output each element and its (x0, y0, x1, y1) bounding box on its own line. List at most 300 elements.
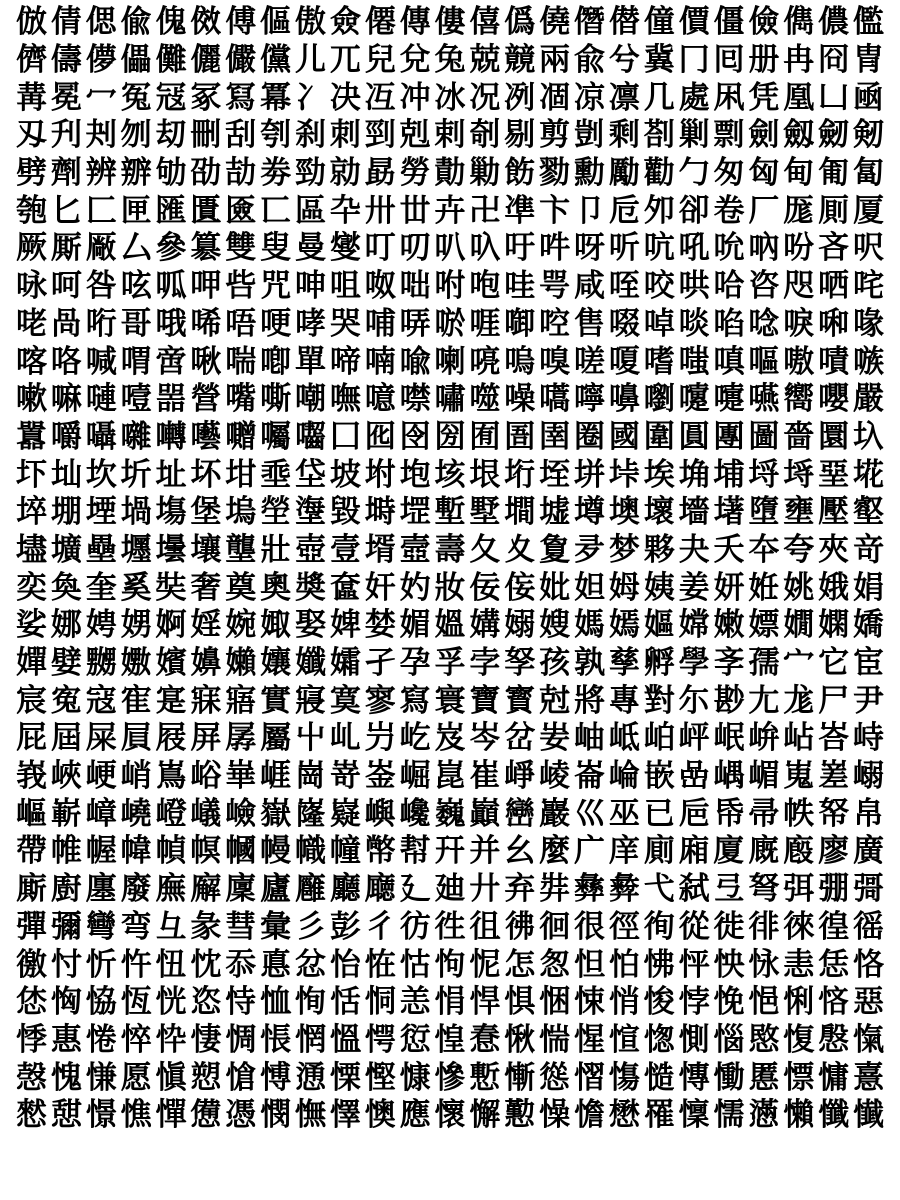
glyph: 愀 (504, 1021, 536, 1058)
glyph: 屐 (155, 720, 187, 757)
glyph: 儁 (783, 4, 815, 41)
glyph: 喘 (225, 343, 257, 380)
glyph: 嵶 (852, 758, 884, 795)
glyph: 卮 (608, 192, 640, 229)
glyph: 崗 (294, 758, 326, 795)
glyph: 嵌 (643, 758, 675, 795)
glyph: 岫 (573, 720, 605, 757)
glyph: 嵎 (713, 758, 745, 795)
glyph: 很 (573, 908, 605, 945)
glyph: 怫 (643, 946, 675, 983)
glyph: 崙 (573, 758, 605, 795)
glyph: 尸 (818, 682, 850, 719)
glyph: 彑 (155, 908, 187, 945)
glyph-row (14, 720, 886, 758)
glyph: 剄 (364, 117, 396, 154)
glyph: 實 (260, 682, 292, 719)
glyph: 壺 (294, 531, 326, 568)
glyph-row (14, 1059, 886, 1097)
glyph: 慝 (748, 1059, 780, 1096)
glyph: 儂 (818, 4, 850, 41)
glyph-row (14, 1097, 886, 1135)
glyph: 寇 (85, 682, 117, 719)
glyph: 廬 (260, 871, 292, 908)
glyph: 垰 (608, 456, 640, 493)
glyph: 匚 (85, 192, 117, 229)
glyph: 營 (190, 381, 222, 418)
glyph: 彝 (573, 871, 605, 908)
glyph: 巉 (399, 795, 431, 832)
glyph-row (14, 909, 886, 947)
glyph: 懴 (852, 1097, 884, 1134)
glyph: 恙 (399, 984, 431, 1021)
glyph: 傲 (294, 4, 326, 41)
glyph: 怏 (713, 946, 745, 983)
glyph: 峪 (190, 758, 222, 795)
glyph: 峩 (15, 758, 47, 795)
glyph: 崑 (434, 758, 466, 795)
glyph: 雙 (225, 230, 257, 267)
glyph: 凵 (818, 79, 850, 116)
glyph: 囈 (190, 418, 222, 455)
glyph: 唳 (783, 305, 815, 342)
glyph: 徼 (15, 946, 47, 983)
glyph: 嚮 (783, 381, 815, 418)
glyph: 墺 (608, 494, 640, 531)
glyph: 慚 (504, 1059, 536, 1096)
glyph: 塹 (434, 494, 466, 531)
glyph: 奚 (120, 569, 152, 606)
glyph: 匯 (155, 192, 187, 229)
glyph: 慫 (539, 1059, 571, 1096)
glyph: 剞 (469, 117, 501, 154)
glyph: 啝 (818, 305, 850, 342)
glyph: 圦 (852, 418, 884, 455)
glyph: 厥 (15, 230, 47, 267)
glyph: 哂 (818, 268, 850, 305)
glyph: 喙 (852, 305, 884, 342)
glyph: 喩 (399, 343, 431, 380)
glyph: 嚏 (713, 381, 745, 418)
glyph: 從 (678, 908, 710, 945)
glyph: 勣 (434, 155, 466, 192)
glyph: 刔 (85, 117, 117, 154)
glyph: 慳 (364, 1059, 396, 1096)
glyph: 弑 (678, 871, 710, 908)
glyph: 徇 (643, 908, 675, 945)
glyph: 堋 (50, 494, 82, 531)
glyph: 惶 (434, 1021, 466, 1058)
glyph: 忰 (155, 1021, 187, 1058)
glyph: 恫 (364, 984, 396, 1021)
glyph: 嗔 (713, 343, 745, 380)
glyph: 寃 (50, 682, 82, 719)
glyph: 愼 (155, 1059, 187, 1096)
glyph: 叺 (469, 230, 501, 267)
glyph: 哽 (260, 305, 292, 342)
glyph: 恍 (155, 984, 187, 1021)
glyph: 姨 (643, 569, 675, 606)
glyph: 巖 (539, 795, 571, 832)
glyph: 呵 (50, 268, 82, 305)
glyph: 僞 (504, 4, 536, 41)
glyph: 哥 (120, 305, 152, 342)
glyph: 憙 (852, 1059, 884, 1096)
glyph: 婢 (329, 607, 361, 644)
glyph: 呷 (190, 268, 222, 305)
glyph: 咢 (539, 268, 571, 305)
glyph: 悸 (15, 1021, 47, 1058)
glyph: 寳 (504, 682, 536, 719)
glyph: 儕 (15, 42, 47, 79)
glyph: 妍 (713, 569, 745, 606)
glyph: 嶂 (85, 795, 117, 832)
glyph: 廰 (364, 871, 396, 908)
glyph-row (14, 795, 886, 833)
glyph: 廈 (713, 833, 745, 870)
glyph: 憖 (15, 1097, 47, 1134)
glyph: 嬶 (190, 645, 222, 682)
glyph: 寤 (225, 682, 257, 719)
glyph: 坿 (364, 456, 396, 493)
glyph: 嚥 (748, 381, 780, 418)
glyph: 啾 (190, 343, 222, 380)
glyph: 嵬 (783, 758, 815, 795)
glyph: 囿 (469, 418, 501, 455)
glyph: 廝 (15, 871, 47, 908)
glyph: 囁 (85, 418, 117, 455)
glyph-row (14, 984, 886, 1022)
glyph: 慯 (608, 1059, 640, 1096)
glyph: 儔 (50, 42, 82, 79)
glyph: 啻 (155, 343, 187, 380)
glyph: 媽 (573, 607, 605, 644)
glyph: 冦 (155, 79, 187, 116)
glyph: 喨 (469, 343, 501, 380)
glyph: 恪 (852, 946, 884, 983)
glyph: 寉 (120, 682, 152, 719)
glyph: 圸 (50, 456, 82, 493)
glyph: 夸 (783, 531, 815, 568)
glyph: 唸 (748, 305, 780, 342)
glyph: 嫻 (818, 607, 850, 644)
glyph: 壓 (818, 494, 850, 531)
glyph: 恷 (15, 984, 47, 1021)
glyph: 悚 (573, 984, 605, 1021)
glyph: 崔 (469, 758, 501, 795)
glyph: 娜 (50, 607, 82, 644)
glyph: 慱 (678, 1059, 710, 1096)
glyph: 垪 (573, 456, 605, 493)
glyph: 墟 (539, 494, 571, 531)
glyph: 圉 (539, 418, 571, 455)
glyph: 塢 (225, 494, 257, 531)
glyph: 嘔 (748, 343, 780, 380)
glyph: 彭 (329, 908, 361, 945)
glyph: 孃 (260, 645, 292, 682)
glyph: 恂 (294, 984, 326, 1021)
glyph: 夲 (748, 531, 780, 568)
glyph: 愕 (364, 1021, 396, 1058)
glyph: 咆 (469, 268, 501, 305)
glyph: 傀 (155, 4, 187, 41)
glyph: 孺 (748, 645, 780, 682)
glyph: 呶 (364, 268, 396, 305)
glyph-row (14, 192, 886, 230)
glyph: 哮 (294, 305, 326, 342)
glyph: 傳 (399, 4, 431, 41)
glyph: 寐 (190, 682, 222, 719)
glyph: 廳 (329, 871, 361, 908)
glyph: 寥 (364, 682, 396, 719)
glyph: 彳 (364, 908, 396, 945)
glyph: 僥 (539, 4, 571, 41)
glyph: 忖 (50, 946, 82, 983)
glyph: 奠 (225, 569, 257, 606)
glyph: 卍 (469, 192, 501, 229)
glyph: 埣 (15, 494, 47, 531)
glyph: 劒 (818, 117, 850, 154)
glyph: 慷 (399, 1059, 431, 1096)
glyph: 剔 (504, 117, 536, 154)
glyph: 慟 (713, 1059, 745, 1096)
glyph: 嗟 (573, 343, 605, 380)
glyph: 冩 (225, 79, 257, 116)
glyph: 嶼 (364, 795, 396, 832)
glyph: 咥 (608, 268, 640, 305)
glyph: 儺 (155, 42, 187, 79)
glyph: 偲 (85, 4, 117, 41)
glyph: 屬 (260, 720, 292, 757)
glyph: 堝 (120, 494, 152, 531)
glyph: 峇 (818, 720, 850, 757)
glyph: 塰 (294, 494, 326, 531)
glyph: 匐 (852, 155, 884, 192)
glyph: 恣 (190, 984, 222, 1021)
glyph: 塲 (155, 494, 187, 531)
glyph: 娉 (85, 607, 117, 644)
glyph: 劍 (748, 117, 780, 154)
glyph: 妁 (399, 569, 431, 606)
glyph-row (14, 343, 886, 381)
glyph: 墮 (748, 494, 780, 531)
glyph: 哘 (85, 305, 117, 342)
glyph: 噤 (399, 381, 431, 418)
glyph: 剩 (608, 117, 640, 154)
glyph: 勠 (539, 155, 571, 192)
glyph: 凉 (573, 79, 605, 116)
glyph: 嚴 (852, 381, 884, 418)
glyph: 冖 (85, 79, 117, 116)
glyph: 婀 (155, 607, 187, 644)
glyph: 彿 (504, 908, 536, 945)
glyph: 慍 (329, 1021, 361, 1058)
glyph: 夬 (678, 531, 710, 568)
glyph: 愎 (783, 1021, 815, 1058)
glyph: 孵 (643, 645, 675, 682)
glyph: 專 (608, 682, 640, 719)
glyph: 唹 (434, 305, 466, 342)
glyph: 燮 (329, 230, 361, 267)
glyph: 冏 (818, 42, 850, 79)
glyph: 梦 (608, 531, 640, 568)
glyph: 孅 (294, 645, 326, 682)
glyph: 堙 (85, 494, 117, 531)
glyph: 僉 (329, 4, 361, 41)
glyph: 帶 (15, 833, 47, 870)
glyph: 嶬 (190, 795, 222, 832)
glyph: 徠 (783, 908, 815, 945)
glyph: 冽 (504, 79, 536, 116)
glyph: 憚 (155, 1097, 187, 1134)
glyph: 刹 (294, 117, 326, 154)
glyph: 徊 (539, 908, 571, 945)
glyph: 哈 (713, 268, 745, 305)
glyph: 辨 (85, 155, 117, 192)
glyph: 嫣 (608, 607, 640, 644)
glyph: 叭 (434, 230, 466, 267)
glyph: 懷 (434, 1097, 466, 1134)
glyph: 刄 (15, 117, 47, 154)
glyph: 恠 (364, 946, 396, 983)
glyph: 怡 (329, 946, 361, 983)
glyph: 囓 (294, 418, 326, 455)
glyph: 嶐 (294, 795, 326, 832)
glyph: 圄 (504, 418, 536, 455)
glyph: 匈 (748, 155, 780, 192)
glyph: 呰 (225, 268, 257, 305)
glyph: 嬖 (50, 645, 82, 682)
glyph: 區 (294, 192, 326, 229)
glyph: 啜 (608, 305, 640, 342)
glyph: 墅 (469, 494, 501, 531)
glyph: 媼 (434, 607, 466, 644)
glyph: 囂 (15, 418, 47, 455)
glyph: 巓 (469, 795, 501, 832)
glyph: 岶 (643, 720, 675, 757)
glyph: 愾 (852, 1021, 884, 1058)
glyph: 幄 (85, 833, 117, 870)
glyph: 徘 (748, 908, 780, 945)
glyph: 呻 (294, 268, 326, 305)
glyph: 壗 (15, 531, 47, 568)
glyph: 愃 (608, 1021, 640, 1058)
glyph: 它 (818, 645, 850, 682)
glyph: 凰 (783, 79, 815, 116)
glyph-specimen-sheet (14, 4, 886, 1135)
glyph: 囎 (225, 418, 257, 455)
glyph: 嗷 (783, 343, 815, 380)
glyph: 怙 (399, 946, 431, 983)
glyph: 儷 (190, 42, 222, 79)
glyph: 徂 (469, 908, 501, 945)
glyph: 孛 (469, 645, 501, 682)
glyph: 岾 (783, 720, 815, 757)
glyph: 嶇 (15, 795, 47, 832)
glyph: 决 (329, 79, 361, 116)
glyph: 嗚 (504, 343, 536, 380)
glyph: 吭 (643, 230, 675, 267)
glyph: 屆 (50, 720, 82, 757)
glyph: 惆 (225, 1021, 257, 1058)
glyph: 壘 (85, 531, 117, 568)
glyph: 麼 (539, 833, 571, 870)
glyph: 屓 (120, 720, 152, 757)
glyph: 惴 (539, 1021, 571, 1058)
glyph: 岔 (504, 720, 536, 757)
glyph-row (14, 758, 886, 796)
glyph: 吁 (504, 230, 536, 267)
glyph: 寫 (399, 682, 431, 719)
glyph: 慊 (85, 1059, 117, 1096)
glyph: 悒 (748, 984, 780, 1021)
glyph: 孳 (608, 645, 640, 682)
glyph: 弋 (643, 871, 675, 908)
glyph: 啖 (678, 305, 710, 342)
glyph: 噪 (504, 381, 536, 418)
glyph: 嗄 (608, 343, 640, 380)
glyph: 幀 (155, 833, 187, 870)
glyph: 夥 (643, 531, 675, 568)
glyph: 忻 (85, 946, 117, 983)
glyph: 吮 (713, 230, 745, 267)
glyph: 娶 (294, 607, 326, 644)
glyph: 廂 (678, 833, 710, 870)
glyph: 慙 (469, 1059, 501, 1096)
glyph: 寞 (329, 682, 361, 719)
glyph: 憺 (573, 1097, 605, 1134)
glyph: 叟 (260, 230, 292, 267)
glyph: 壼 (399, 531, 431, 568)
glyph: 勵 (608, 155, 640, 192)
glyph: 嬲 (85, 645, 117, 682)
glyph: 咼 (50, 305, 82, 342)
glyph: 奢 (190, 569, 222, 606)
glyph: 娑 (15, 607, 47, 644)
glyph: 恊 (85, 984, 117, 1021)
glyph: 岼 (678, 720, 710, 757)
glyph: 崟 (364, 758, 396, 795)
glyph: 孕 (399, 645, 431, 682)
glyph: 垤 (539, 456, 571, 493)
glyph-row (14, 833, 886, 871)
glyph: 彷 (399, 908, 431, 945)
glyph: 怐 (434, 946, 466, 983)
glyph: 咒 (260, 268, 292, 305)
glyph: 嘸 (329, 381, 361, 418)
glyph: 妲 (573, 569, 605, 606)
glyph: 堊 (818, 456, 850, 493)
glyph: 儻 (260, 42, 292, 79)
glyph: 嬾 (225, 645, 257, 682)
glyph: 奘 (155, 569, 187, 606)
glyph: 兢 (469, 42, 501, 79)
glyph: 嚼 (50, 418, 82, 455)
glyph: 憔 (120, 1097, 152, 1134)
glyph: 哦 (155, 305, 187, 342)
glyph: 幢 (329, 833, 361, 870)
glyph: 嚊 (608, 381, 640, 418)
glyph: 孱 (225, 720, 257, 757)
glyph: 恚 (783, 946, 815, 983)
glyph: 卅 (364, 192, 396, 229)
glyph: 姙 (748, 569, 780, 606)
glyph: 坩 (225, 456, 257, 493)
glyph: 坎 (85, 456, 117, 493)
glyph: 劬 (155, 155, 187, 192)
glyph: 忝 (225, 946, 257, 983)
glyph: 剪 (539, 117, 571, 154)
